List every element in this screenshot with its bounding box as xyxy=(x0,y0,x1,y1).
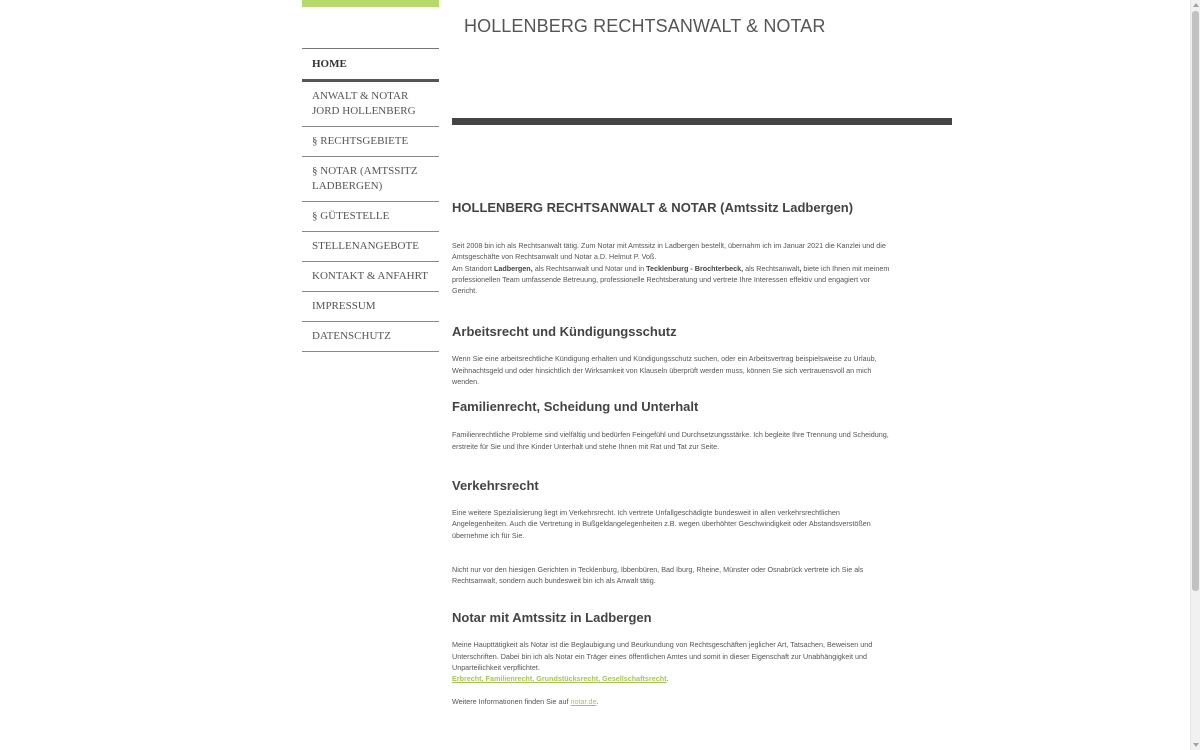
familienrecht-heading: Familienrecht, Scheidung und Unterhalt xyxy=(452,399,699,415)
scroll-down-arrow-icon[interactable] xyxy=(1193,743,1199,747)
nav-item-anwalt-notar[interactable]: ANWALT & NOTAR JORD HOLLENBERG xyxy=(302,82,439,127)
main-navigation xyxy=(302,48,439,352)
nav-item-stellenangebote[interactable]: STELLENANGEBOTE xyxy=(302,232,439,262)
intro-text: als Rechtsanwalt xyxy=(743,263,800,273)
intro-text: als Rechtsanwalt und Notar und in xyxy=(532,263,647,273)
location-tecklenburg: Tecklenburg - Brochterbeck, xyxy=(646,263,744,273)
more-info-prefix: Weitere Informationen finden Sie auf xyxy=(452,696,571,706)
intro-comma: , xyxy=(799,263,802,273)
verkehrsrecht-text-2: Nicht nur vor den hiesigen Gerichten in Tecklenburg, Ibbenbüren, Bad Iburg, Rheine, Münster oder Osnabrück vertrete ich Sie als Rechtsanwalt, sondern auch bundesweit bin ich als Anwalt tätig. xyxy=(452,564,864,586)
accent-bar xyxy=(302,0,439,7)
nav-item-impressum[interactable]: IMPRESSUM xyxy=(302,292,439,322)
intro-heading: HOLLENBERG RECHTSANWALT & NOTAR (Amtssitz Ladbergen) xyxy=(452,200,854,215)
header-divider-bar xyxy=(452,118,952,125)
nav-item-notar[interactable]: § NOTAR (AMTSSITZ LADBERGEN) xyxy=(302,157,439,202)
verkehrsrecht-heading: Verkehrsrecht xyxy=(452,477,539,493)
intro-paragraph-2 xyxy=(452,263,890,297)
nav-item-guetestelle[interactable]: § GÜTESTELLE xyxy=(302,202,439,232)
verkehrsrecht-text-1: Eine weitere Spezialisierung liegt im Verkehrsrecht. Ich vertrete Unfallgeschädigte bundesweit in allen verkehrsrechtlichen Angelegenheiten. Auch die Vertretung in Bußgeldangelegenheiten z.B. wegen überhöhter Geschwindigkeit oder Abstandsverstößen übernehme ich für Sie. xyxy=(452,507,871,540)
nav-item-datenschutz[interactable]: DATENSCHUTZ xyxy=(302,322,439,352)
arbeitsrecht-text: Wenn Sie eine arbeitsrechtliche Kündigung erhalten und Kündigungsschutz suchen, oder ein Arbeitsvertrag beispielsweise zu Urlaub, Weihnachtsgeld und oder hinsichtlich der Wirksamkeit von Klauseln überprüft werden muss, können Sie sich vertrauensvoll an mich wenden. xyxy=(452,354,877,387)
more-info-suffix: . xyxy=(596,696,599,706)
familienrecht-text: Familienrechtliche Probleme sind vielfältig und bedürfen Feingefühl und Durchsetzungsstärke. Ich begleite Ihre Trennung und Scheidung, erstreite für Sie und Ihre Kinder Unterhalt und stehe Ihnen mit Rat und Tat zur Seite. xyxy=(452,430,889,451)
intro-text: biete ich Ihnen mit meinem professionellen Team umfassende Betreuung, professionelle Rechtsberatung und vertrete Ihre Interessen effektiv und engagiert vor Gericht. xyxy=(452,263,890,296)
site-title[interactable]: HOLLENBERG RECHTSANWALT & NOTAR xyxy=(464,16,826,36)
intro-text: Am Standort xyxy=(452,263,494,273)
scrollbar-thumb[interactable] xyxy=(1192,11,1199,591)
scroll-up-arrow-icon[interactable] xyxy=(1193,3,1199,7)
rechtsgebiete-links[interactable]: Erbrecht, Familienrecht, Grundstücksrecht, Gesellschaftsrecht xyxy=(452,674,667,684)
notar-heading: Notar mit Amtssitz in Ladbergen xyxy=(452,610,652,626)
notar-more-info xyxy=(452,696,890,707)
notar-links-line xyxy=(452,673,890,684)
notar-de-link[interactable]: notar.de xyxy=(570,696,597,706)
intro-paragraph-1: Seit 2008 bin ich als Rechtsanwalt tätig. Zum Notar mit Amtssitz in Ladbergen bestellt, übernahm ich im Januar 2021 die Kanzlei und die Amtsgeschäfte von Rechtsanwalt und Notar a.D. Helmut P. Voß. xyxy=(452,241,886,262)
vertical-scrollbar[interactable] xyxy=(1190,0,1200,750)
nav-item-home[interactable]: HOME xyxy=(302,49,439,82)
arbeitsrecht-heading: Arbeitsrecht und Kündigungsschutz xyxy=(452,324,677,340)
main-content xyxy=(452,200,890,707)
location-ladbergen: Ladbergen, xyxy=(493,263,533,273)
nav-item-kontakt[interactable]: KONTAKT & ANFAHRT xyxy=(302,262,439,292)
nav-item-rechtsgebiete[interactable]: § RECHTSGEBIETE xyxy=(302,127,439,157)
links-end: . xyxy=(666,674,669,684)
notar-text: Meine Haupttätigkeit als Notar ist die Beglaubigung und Beurkundung von Rechtsgeschäften jeglicher Art, Tatsachen, Beweisen und Unterschriften. Dabei bin ich als Notar ein Träger eines öffentlichen Amtes und somit in dieser Eigenschaft zur Unabhängigkeit und Unparteilichkeit verpflichtet. xyxy=(452,640,873,673)
